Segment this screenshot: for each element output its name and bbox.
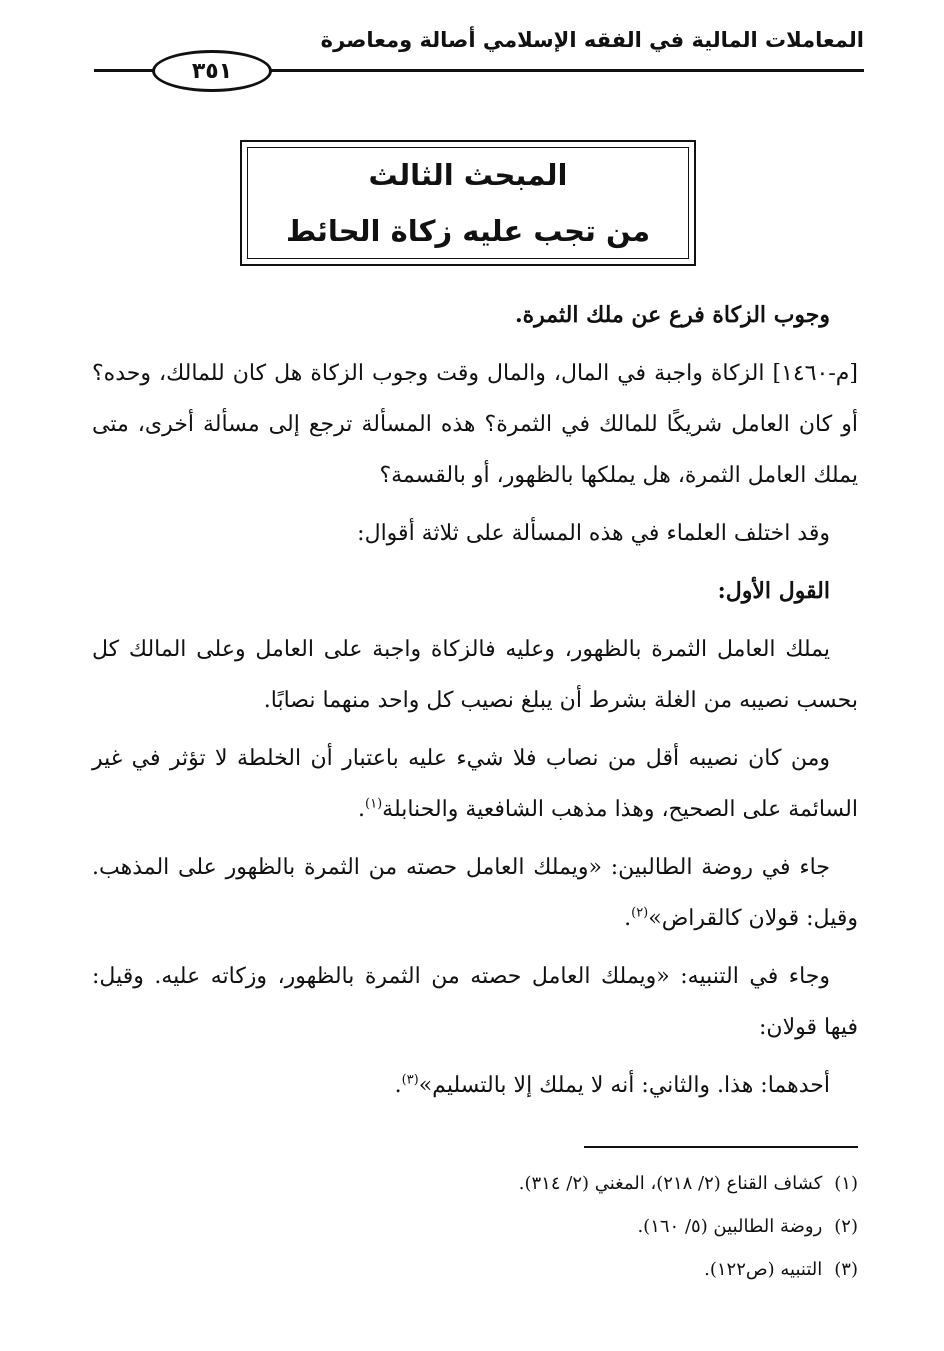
section-heading: المبحث الثالث [368,158,568,192]
footnote-number: (٣) [834,1259,858,1280]
footnote-text: روضة الطالبين (٥/ ١٦٠). [637,1216,823,1237]
paragraph-text: يملك العامل الثمرة بالظهور، وعليه فالزكاة واجبة على العامل وعلى المالك كل بحسب نصيبه من الغلة بشرط أن يبلغ نصيب كل واحد منهما نصابًا. [92,637,858,713]
footnote-text: كشاف القناع (٢/ ٢١٨)، المغني (٢/ ٣١٤). [518,1173,823,1194]
paragraph-text: وجاء في التنبيه: «ويملك العامل حصته من الثمرة بالظهور، وزكاته عليه. وقيل: فيها قولان: [92,964,858,1040]
paragraph-text: ومن كان نصيبه أقل من نصاب فلا شيء عليه باعتبار أن الخلطة لا تؤثر في غير السائمة على الصحيح، وهذا مذهب الشافعية والحنابلة [92,746,858,822]
paragraph [92,508,858,559]
footnote-text: التنبيه (ص١٢٢). [704,1259,823,1280]
paragraph [92,842,858,944]
footnote-item [92,1248,858,1291]
running-header [94,28,864,84]
footnote-separator [584,1146,858,1148]
paragraph [92,1060,858,1111]
footnote-number: (١) [834,1173,858,1194]
footnote-ref[interactable]: (٣) [401,1072,419,1088]
punctuation: . [358,797,366,822]
paragraph-text: [م-١٤٦٠] الزكاة واجبة في المال، والمال وقت وجوب الزكاة هل كان للمالك، وحده؟ أو كان العامل شريكًا للمالك في الثمرة؟ هذه المسألة ترجع إلى مسألة أخرى، متى يملك العامل الثمرة، هل يملكها بالظهور، أو بالقسمة؟ [92,361,858,488]
footnote-ref[interactable]: (٢) [631,905,649,921]
page-number: ٣٥١ [152,50,272,92]
footnotes [92,1162,858,1291]
footnote-ref[interactable]: (١) [365,796,383,812]
body-text [92,290,858,1118]
punctuation: . [394,1073,402,1098]
footnote-number: (٢) [834,1216,858,1237]
paragraph-text: وقد اختلف العلماء في هذه المسألة على ثلاثة أقوال: [357,521,830,546]
punctuation: . [624,906,632,931]
section-title-box [240,140,696,266]
paragraph [92,348,858,501]
paragraph [92,624,858,726]
footnote-item [92,1205,858,1248]
paragraph [92,566,858,617]
paragraph-text: القول الأول: [717,578,830,604]
paragraph-text: وجوب الزكاة فرع عن ملك الثمرة. [514,302,830,328]
footnote-item [92,1162,858,1205]
paragraph [92,733,858,835]
paragraph [92,290,858,341]
book-title: المعاملات المالية في الفقه الإسلامي أصالة ومعاصرة [320,28,864,52]
paragraph [92,951,858,1053]
paragraph-text: جاء في روضة الطالبين: «ويملك العامل حصته من الثمرة بالظهور على المذهب. وقيل: قولان كالقراض» [92,855,858,931]
paragraph-text: أحدهما: هذا. والثاني: أنه لا يملك إلا بالتسليم» [418,1073,830,1098]
section-subheading: من تجب عليه زكاة الحائط [285,214,651,248]
